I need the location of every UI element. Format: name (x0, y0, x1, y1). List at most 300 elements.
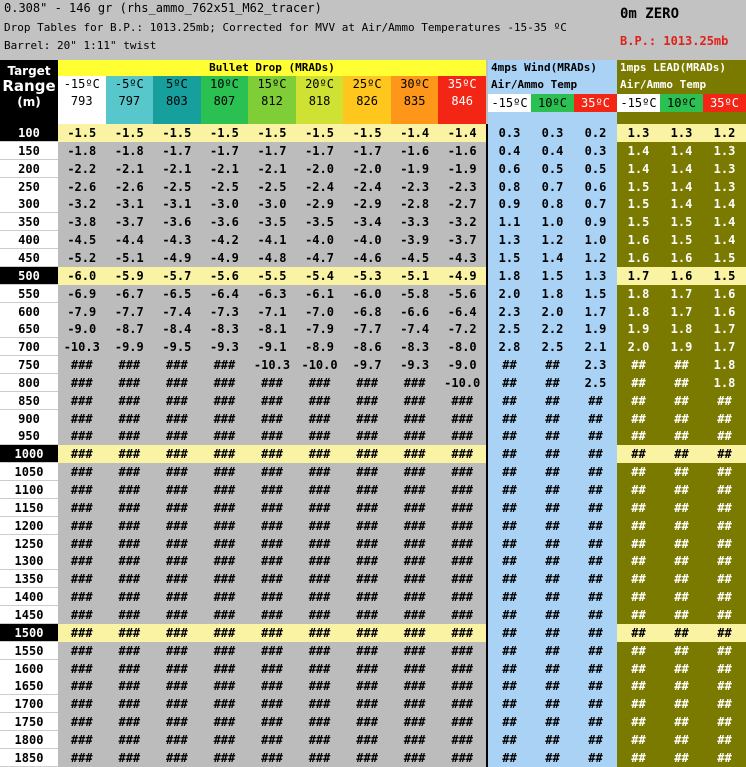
drop-value: ### (403, 625, 426, 640)
wind-value: ## (588, 590, 603, 605)
wind-value: ## (502, 447, 517, 462)
drop-value: ### (308, 715, 331, 730)
lead-value: ## (674, 358, 689, 373)
lead-value: ## (674, 625, 689, 640)
drop-value: ### (403, 500, 426, 515)
wind-value: ## (502, 572, 517, 587)
drop-cells (58, 535, 486, 553)
drop-value: ### (70, 715, 93, 730)
lead-cells (617, 535, 746, 553)
lead-value: ## (631, 465, 646, 480)
drop-value: -3.7 (447, 233, 477, 248)
drop-value: ### (308, 393, 331, 408)
lead-value: 1.5 (670, 215, 693, 230)
temp-col-mvv: 793 (70, 94, 93, 108)
wind-value: 0.7 (584, 197, 607, 212)
drop-cells (58, 142, 486, 160)
wind-value: ## (545, 429, 560, 444)
drop-value: ### (213, 679, 236, 694)
drop-value: -4.2 (209, 233, 239, 248)
wind-value: ## (545, 697, 560, 712)
wind-cells (488, 517, 617, 535)
drop-value: ### (451, 643, 474, 658)
lead-cells (617, 499, 746, 517)
barometric-pressure: B.P.: 1013.25mb (620, 34, 729, 48)
lead-value: ## (717, 697, 732, 712)
wind-value: ## (545, 554, 560, 569)
lead-cells (617, 231, 746, 249)
wind-cells (488, 552, 617, 570)
temp-col-degree: 20ºC (305, 77, 334, 91)
lead-value: ## (717, 483, 732, 497)
drop-value: -3.5 (257, 215, 287, 230)
range-value: 200 (0, 160, 58, 178)
drop-cells (58, 249, 486, 267)
wind-value: 2.5 (584, 375, 607, 390)
wind-cells (488, 660, 617, 678)
drop-value: -4.8 (257, 250, 287, 265)
drop-value: ### (451, 411, 474, 426)
drop-value: -8.6 (352, 340, 382, 355)
drop-value: ### (308, 590, 331, 605)
drop-value: ### (118, 447, 141, 462)
drop-value: ### (261, 590, 283, 605)
drop-value: ### (213, 447, 236, 462)
temp-col-7 (391, 76, 439, 124)
table-row (0, 320, 746, 338)
temp-col-degree: 30ºC (400, 77, 430, 91)
drop-value: ### (451, 447, 474, 462)
drop-value: -9.0 (447, 358, 477, 373)
lead-value: ## (674, 607, 689, 622)
temp-col-degree: -15ºC (63, 77, 100, 91)
drop-value: ### (213, 358, 236, 373)
drop-value: ### (213, 429, 236, 444)
drop-value: ### (70, 375, 93, 390)
lead-value: ## (717, 643, 732, 658)
drop-value: -3.1 (114, 197, 144, 212)
drop-cells (58, 624, 486, 642)
wind-cells (488, 213, 617, 231)
lead-cells (617, 677, 746, 695)
drop-value: -2.5 (257, 179, 287, 194)
temp-col-degree: -5ºC (114, 77, 144, 91)
drop-table-body (0, 124, 746, 767)
drop-value: -7.1 (257, 304, 287, 319)
drop-value: ### (403, 715, 426, 730)
drop-value: -1.5 (67, 126, 97, 140)
drop-value: ### (308, 536, 331, 551)
drop-value: -1.5 (162, 126, 192, 140)
range-value: 1300 (0, 552, 58, 570)
wind-value: 2.8 (498, 340, 521, 355)
temp-col-mvv: 818 (308, 94, 331, 108)
wind-value: 1.3 (498, 233, 521, 248)
lead-value: 1.8 (713, 358, 736, 373)
lead-value: ## (631, 429, 646, 444)
lead-value: 1.2 (713, 126, 736, 140)
lead-value: 1.4 (670, 197, 693, 212)
lead-value: 1.7 (627, 268, 650, 283)
table-row (0, 552, 746, 570)
wind-header-filler (488, 112, 617, 124)
wind-value: 2.0 (541, 304, 564, 319)
range-value: 450 (0, 249, 58, 267)
bullet-drop-header: Bullet Drop (MRADs) (58, 60, 486, 76)
drop-value: -3.2 (67, 197, 97, 212)
drop-value: -2.1 (114, 161, 144, 176)
lead-value: 1.5 (627, 215, 650, 230)
wind-value: ## (502, 625, 517, 640)
drop-value: -3.8 (67, 215, 97, 230)
range-value: 250 (0, 178, 58, 196)
wind-cells (488, 249, 617, 267)
drop-value: -3.6 (162, 215, 192, 230)
drop-value: ### (70, 732, 93, 747)
drop-value: ### (213, 607, 236, 622)
drop-value: -3.0 (257, 197, 287, 212)
wind-cells (488, 231, 617, 249)
wind-value: ## (588, 715, 603, 730)
drop-value: ### (308, 607, 331, 622)
range-value: 700 (0, 338, 58, 356)
drop-value: ### (118, 607, 141, 622)
drop-value: -5.3 (352, 268, 382, 283)
table-row (0, 642, 746, 660)
wind-value: ## (545, 483, 560, 497)
drop-cells (58, 642, 486, 660)
lead-cells (617, 195, 746, 213)
wind-value: ## (588, 572, 603, 587)
range-value: 350 (0, 213, 58, 231)
temp-col-3 (201, 76, 249, 124)
table-row (0, 535, 746, 553)
wind-cells (488, 588, 617, 606)
drop-value: ### (403, 465, 426, 480)
wind-value: ## (545, 572, 560, 587)
drop-value: ### (403, 518, 426, 533)
drop-value: ### (118, 661, 141, 676)
drop-value: -10.3 (253, 358, 291, 373)
drop-value: -4.5 (67, 233, 97, 248)
wind-value: ## (588, 483, 603, 497)
lead-value: ## (717, 536, 732, 551)
temp-col-mvv: 807 (213, 94, 236, 108)
wind-value: ## (502, 536, 517, 551)
lead-value: 1.4 (627, 143, 650, 158)
wind-value: 0.4 (541, 143, 564, 158)
drop-value: -2.9 (352, 197, 382, 212)
lead-value: ## (717, 447, 732, 462)
wind-value: ## (588, 554, 603, 569)
lead-temp-col-2: 35ºC (703, 94, 746, 112)
wind-value: 2.5 (541, 340, 564, 355)
temp-col-2 (153, 76, 201, 124)
drop-value: ### (166, 732, 188, 747)
lead-value: ## (717, 590, 732, 605)
drop-value: -2.6 (114, 179, 144, 194)
wind-cells (488, 160, 617, 178)
wind-value: 1.5 (541, 268, 564, 283)
wind-cells (488, 124, 617, 142)
drop-cells (58, 481, 486, 499)
wind-cells (488, 445, 617, 463)
temp-col-mvv: 797 (118, 94, 141, 108)
lead-cells (617, 624, 746, 642)
wind-value: 0.6 (498, 161, 521, 176)
drop-value: -4.9 (447, 268, 477, 283)
wind-value: 0.9 (584, 215, 607, 230)
drop-value: -9.3 (209, 340, 239, 355)
wind-value: ## (588, 607, 603, 622)
drop-value: -6.4 (447, 304, 477, 319)
drop-value: ### (451, 590, 474, 605)
drop-value: ### (213, 375, 236, 390)
wind-value: 0.3 (498, 126, 521, 140)
table-row (0, 606, 746, 624)
wind-value: 1.3 (584, 268, 607, 283)
temp-col-8 (438, 76, 486, 124)
lead-cells (617, 427, 746, 445)
lead-cells (617, 374, 746, 392)
range-value: 850 (0, 392, 58, 410)
lead-value: 1.8 (713, 375, 736, 390)
wind-value: 1.9 (584, 322, 607, 337)
lead-value: ## (717, 750, 732, 765)
wind-value: ## (502, 554, 517, 569)
drop-value: ### (213, 554, 236, 569)
lead-value: ## (674, 447, 689, 462)
lead-value: ## (631, 679, 646, 694)
wind-value: ## (588, 536, 603, 551)
target-range-line-3: (m) (17, 95, 41, 109)
drop-value: ### (308, 483, 331, 497)
drop-value: ### (308, 518, 331, 533)
drop-value: ### (451, 661, 474, 676)
lead-temp-col-1: 10ºC (660, 94, 703, 112)
wind-value: 0.8 (498, 179, 521, 194)
drop-value: -10.3 (63, 340, 100, 355)
drop-value: ### (261, 715, 283, 730)
lead-value: ## (717, 732, 732, 747)
range-value: 1200 (0, 517, 58, 535)
wind-value: ## (502, 358, 517, 373)
wind-cells (488, 410, 617, 428)
wind-value: 1.1 (498, 215, 521, 230)
drop-value: ### (70, 536, 93, 551)
drop-value: ### (70, 750, 93, 765)
lead-value: 1.5 (627, 179, 650, 194)
lead-cells (617, 660, 746, 678)
drop-value: ### (451, 715, 474, 730)
range-value: 500 (0, 267, 58, 285)
table-row (0, 195, 746, 213)
lead-value: ## (674, 697, 689, 712)
drop-value: ### (213, 518, 236, 533)
drop-value: -6.0 (67, 268, 97, 283)
table-row (0, 392, 746, 410)
drop-value: ### (261, 732, 283, 747)
drop-value: ### (261, 697, 283, 712)
temp-col-degree: 25ºC (352, 77, 382, 91)
drop-value: -2.3 (400, 179, 430, 194)
wind-cells (488, 731, 617, 749)
lead-value: ## (631, 393, 646, 408)
drop-value: ### (166, 643, 188, 658)
wind-value: ## (545, 411, 560, 426)
wind-value: 0.3 (541, 126, 564, 140)
drop-value: -2.7 (447, 197, 477, 212)
drop-value: ### (308, 572, 331, 587)
drop-value: -7.9 (305, 322, 334, 337)
drop-value: -2.1 (209, 161, 239, 176)
lead-value: 1.5 (627, 197, 650, 212)
lead-value: ## (674, 518, 689, 533)
drop-value: -2.0 (352, 161, 382, 176)
drop-value: ### (70, 483, 93, 497)
drop-value: ### (308, 732, 331, 747)
range-value: 1550 (0, 642, 58, 660)
drop-value: ### (118, 732, 141, 747)
wind-cells (488, 695, 617, 713)
range-value: 1800 (0, 731, 58, 749)
wind-value: 0.3 (584, 143, 607, 158)
drop-cells (58, 660, 486, 678)
drop-value: -1.8 (114, 143, 144, 158)
wind-value: ## (502, 518, 517, 533)
drop-value: ### (356, 661, 378, 676)
drop-value: -5.7 (162, 268, 192, 283)
drop-value: ### (403, 661, 426, 676)
drop-cells (58, 570, 486, 588)
drop-value: -5.6 (447, 286, 477, 301)
drop-value: ### (261, 643, 283, 658)
lead-value: ## (631, 732, 646, 747)
lead-cells (617, 142, 746, 160)
drop-value: -1.8 (67, 143, 97, 158)
drop-value: -7.9 (67, 304, 97, 319)
lead-value: ## (717, 554, 732, 569)
drop-value: ### (166, 536, 188, 551)
drop-value: ### (403, 554, 426, 569)
table-row (0, 588, 746, 606)
drop-value: -6.4 (209, 286, 239, 301)
drop-value: -1.7 (162, 143, 192, 158)
table-row (0, 749, 746, 767)
range-value: 1500 (0, 624, 58, 642)
wind-value: ## (502, 483, 517, 497)
table-row (0, 624, 746, 642)
drop-value: ### (70, 572, 93, 587)
lead-value: ## (674, 554, 689, 569)
drop-value: -2.4 (352, 179, 382, 194)
lead-cells (617, 570, 746, 588)
drop-value: ### (166, 715, 188, 730)
wind-value: ## (545, 518, 560, 533)
drop-value: ### (166, 661, 188, 676)
wind-value: 0.2 (584, 126, 607, 140)
drop-value: -4.6 (352, 250, 382, 265)
drop-value: ### (166, 393, 188, 408)
drop-value: ### (70, 679, 93, 694)
drop-value: ### (166, 554, 188, 569)
wind-value: ## (502, 500, 517, 515)
wind-cells (488, 338, 617, 356)
range-value: 1400 (0, 588, 58, 606)
drop-value: -8.7 (114, 322, 144, 337)
wind-value: ## (545, 625, 560, 640)
drop-cells (58, 517, 486, 535)
drop-value: ### (451, 554, 474, 569)
drop-value: -1.7 (305, 143, 334, 158)
drop-value: -3.1 (162, 197, 192, 212)
drop-value: ### (356, 429, 378, 444)
temp-col-mvv: 846 (451, 94, 474, 108)
drop-cells (58, 445, 486, 463)
table-row (0, 267, 746, 285)
wind-value: 0.7 (541, 179, 564, 194)
wind-value: ## (588, 393, 603, 408)
drop-value: ### (356, 732, 378, 747)
drop-value: ### (166, 429, 188, 444)
lead-value: ## (631, 572, 646, 587)
drop-value: ### (261, 679, 283, 694)
table-row (0, 517, 746, 535)
drop-value: ### (308, 411, 331, 426)
lead-cells (617, 124, 746, 142)
wind-temp-col-2: 35ºC (574, 94, 617, 112)
drop-value: -8.3 (209, 322, 239, 337)
lead-value: 1.5 (670, 233, 693, 248)
wind-value: ## (588, 679, 603, 694)
drop-value: -2.1 (162, 161, 192, 176)
wind-value: 2.3 (498, 304, 521, 319)
lead-cells (617, 481, 746, 499)
drop-value: -7.7 (114, 304, 144, 319)
drop-value: ### (308, 625, 331, 640)
lead-value: 1.3 (670, 126, 693, 140)
lead-cells (617, 713, 746, 731)
drop-value: ### (213, 661, 236, 676)
drop-value: -5.1 (114, 250, 144, 265)
drop-value: ### (70, 643, 93, 658)
lead-value: 1.5 (713, 250, 736, 265)
lead-value: ## (674, 732, 689, 747)
lead-cells (617, 392, 746, 410)
wind-cells (488, 642, 617, 660)
drop-value: ### (403, 732, 426, 747)
wind-value: ## (545, 500, 560, 515)
zero-label: 0m ZERO (620, 6, 680, 22)
table-row (0, 338, 746, 356)
wind-value: ## (502, 607, 517, 622)
wind-cells (488, 392, 617, 410)
lead-value: 1.6 (670, 250, 693, 265)
wind-cells (488, 624, 617, 642)
drop-value: ### (356, 607, 378, 622)
drop-cells (58, 588, 486, 606)
lead-temp-col-0: -15ºC (617, 94, 660, 112)
drop-value: ### (118, 697, 141, 712)
wind-value: 0.5 (584, 161, 607, 176)
drop-value: ### (261, 661, 283, 676)
lead-value: 2.0 (627, 340, 650, 355)
drop-value: -1.4 (447, 126, 477, 140)
drop-value: -7.7 (352, 322, 382, 337)
drop-value: ### (451, 393, 474, 408)
wind-cells (488, 713, 617, 731)
drop-value: ### (70, 429, 93, 444)
